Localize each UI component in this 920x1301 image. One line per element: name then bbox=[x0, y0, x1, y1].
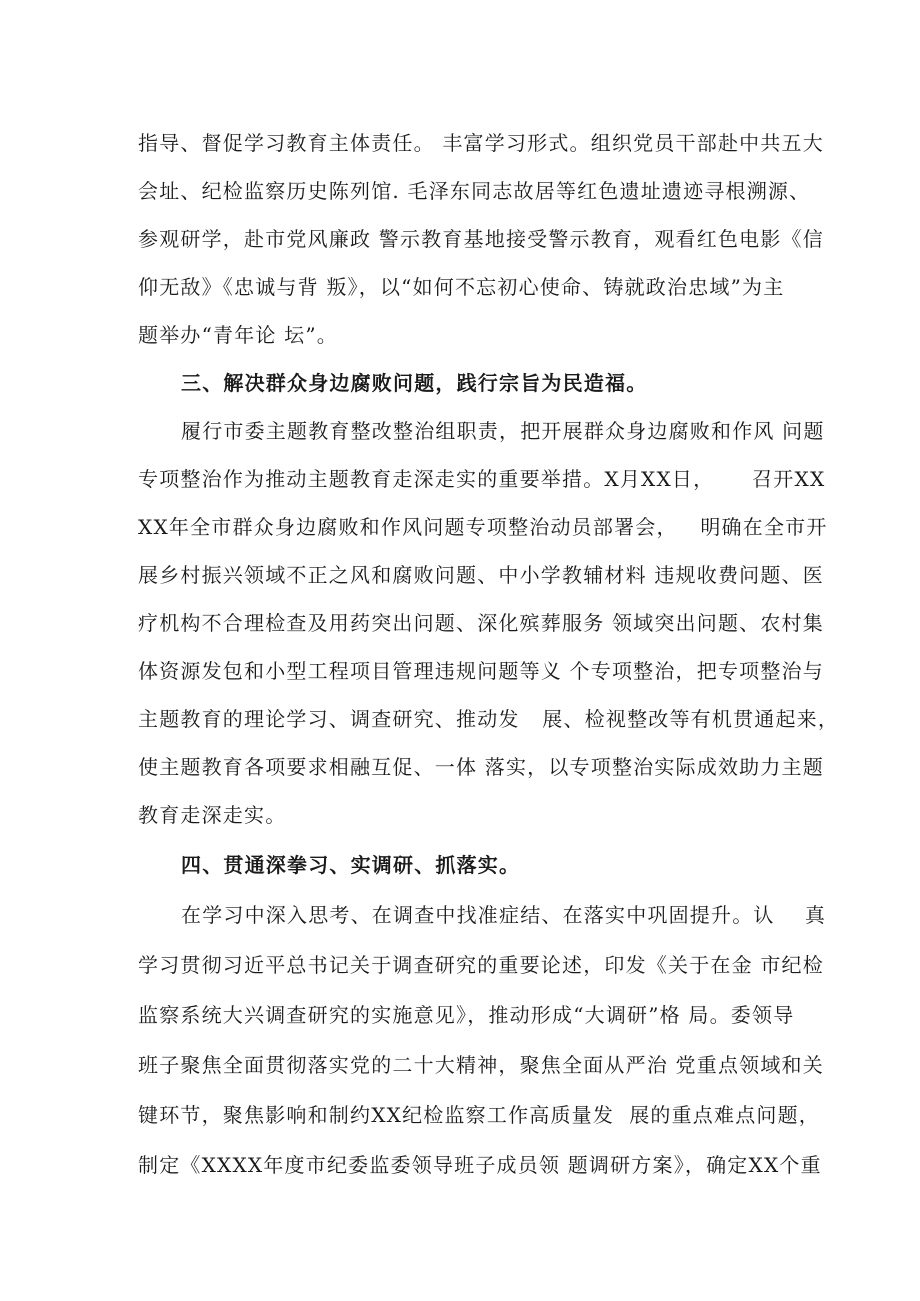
body-line: 仰无敌》《忠诚与背 叛》，以“如何不忘初心使命、铸就政治忠域”为主 bbox=[138, 275, 785, 299]
body-line: 使主题教育各项要求相融互促、一体 落实，以专项整治实际成效助力主题 bbox=[138, 755, 824, 779]
body-line: 展乡村振兴领域不正之风和腐败问题、中小学教辅材料 违规收费问题、医 bbox=[138, 563, 824, 587]
body-line: 指导、督促学习教育主体责任。 丰富学习形式。组织党员干部赴中共五大 bbox=[138, 131, 824, 155]
body-line: 班子聚焦全面贯彻落实党的二十大精神，聚焦全面从严治 党重点领域和关 bbox=[138, 1053, 824, 1077]
body-line: 体资源发包和小型工程项目管理违规问题等义 个专项整治，把专项整治与 bbox=[138, 659, 824, 683]
body-line: 题举办“青年论 坛”。 bbox=[138, 323, 339, 347]
body-line: 疗机构不合理检查及用药突出问题、深化殡葬服务 领域突出问题、农村集 bbox=[138, 611, 824, 635]
body-line: 制定《XXXX年度市纪委监委领导班子成员领 题调研方案》，确定XX个重 bbox=[138, 1153, 822, 1177]
body-line: 监察系统大兴调查研究的实施意见》，推动形成“大调研”格 局。委领导 bbox=[138, 1003, 795, 1027]
body-line: XX年全市群众身边腐败和作风问题专项整治动员部署会， 明确在全市开 bbox=[138, 515, 828, 539]
body-line: 主题教育的理论学习、调查研究、推动发 展、检视整改等有机贯通起来， bbox=[138, 707, 840, 731]
body-line: 专项整治作为推动主题教育走深走实的重要举措。X月XX日， 召开XX bbox=[138, 467, 826, 491]
body-line: 学习贯彻习近平总书记关于调查研究的重要论述，印发《关于在金 市纪检 bbox=[138, 953, 824, 977]
body-line: 会址、纪检监察历史陈列馆. 毛泽东同志故居等红色遗址遗迹寻根溯源、 bbox=[138, 179, 811, 203]
body-line: 在学习中深入思考、在调查中找准症结、在落实中巩固提升。认 真 bbox=[181, 903, 827, 927]
section-heading-3: 三、解决群众身边腐败问题，践行宗旨为民造福。 bbox=[181, 371, 648, 395]
body-line: 教育走深走实。 bbox=[138, 803, 287, 827]
section-heading-4: 四、贯通深拳习、实调研、抓落实。 bbox=[181, 853, 521, 877]
body-line: 参观研学，赴市党风廉政 警示教育基地接受警示教育，观看红色电影《信 bbox=[138, 227, 824, 251]
body-line: 履行市委主题教育整改整治组职责，把开展群众身边腐败和作风 问题 bbox=[181, 419, 825, 443]
body-line: 键环节，聚焦影响和制约XX纪检监察工作高质量发 展的重点难点问题， bbox=[138, 1103, 820, 1127]
